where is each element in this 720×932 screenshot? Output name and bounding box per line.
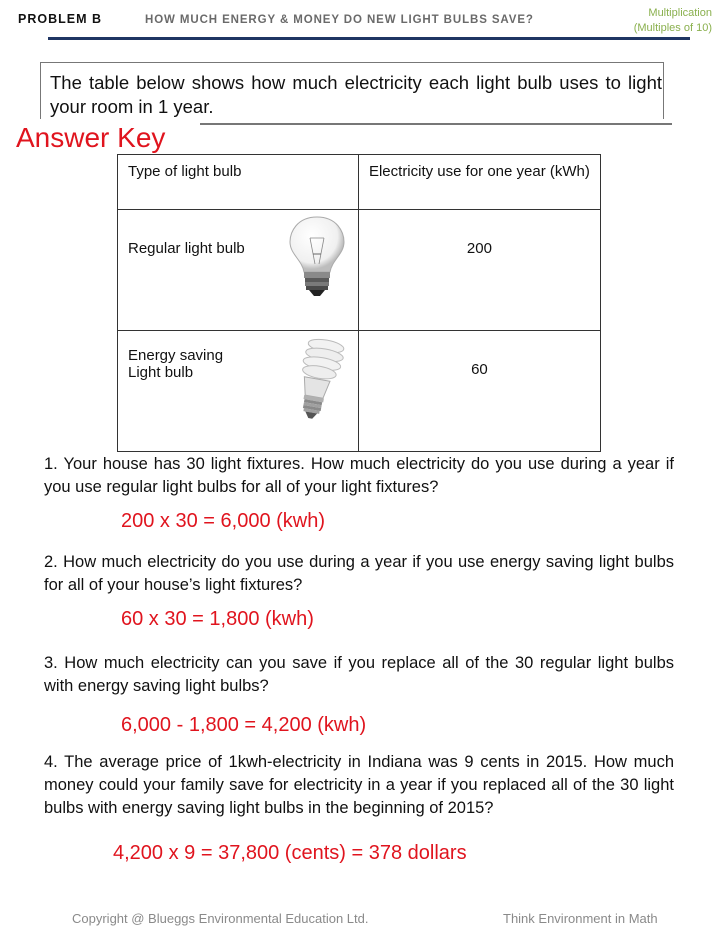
intro-text: The table below shows how much electricity each light bulb uses to light your room in 1 year. [50, 72, 662, 117]
intro-box-bottom-border [200, 123, 672, 125]
cfl-bulb-icon [282, 335, 352, 429]
answer-key-label: Answer Key [16, 122, 166, 153]
footer-copyright: Copyright @ Blueggs Environmental Education Ltd. [72, 911, 369, 926]
bulb-usage-table [117, 154, 601, 452]
header-electricity: Electricity use for one year (kWh) [358, 155, 600, 210]
bulb-type-label: Regular light bulb [128, 240, 245, 257]
footer-tagline: Think Environment in Math [503, 911, 658, 926]
question-2: 2. How much electricity do you use during a year if you use energy saving light bulbs for all of your house’s light fixtures? [44, 553, 674, 594]
bulb-type-line2: Light bulb [128, 364, 194, 381]
topic-tag-line2: (Multiples of 10) [633, 22, 712, 34]
answer-3: 6,000 - 1,800 = 4,200 (kwh) [121, 714, 367, 736]
answer-1: 200 x 30 = 6,000 (kwh) [121, 510, 326, 532]
topic-tag-line1: Multiplication [648, 7, 712, 19]
worksheet-title: HOW MUCH ENERGY & MONEY DO NEW LIGHT BULBS SAVE? [145, 14, 534, 26]
header-type: Type of light bulb [118, 155, 359, 210]
table-header-row [118, 155, 601, 210]
question-1: 1. Your house has 30 light fixtures. How much electricity do you use during a year if you use regular light bulbs for all of your light fixtures? [44, 455, 674, 496]
answer-2: 60 x 30 = 1,800 (kwh) [121, 608, 314, 630]
incandescent-bulb-icon [282, 214, 352, 304]
header-divider [48, 37, 690, 40]
electricity-value: 200 [358, 210, 600, 331]
answer-4: 4,200 x 9 = 37,800 (cents) = 378 dollars [113, 842, 467, 864]
table-row [118, 331, 601, 452]
topic-tag [634, 6, 712, 36]
table-row [118, 210, 601, 331]
question-4: 4. The average price of 1kwh-electricity in Indiana was 9 cents in 2015. How much money could your family save for electricity in a year if you replaced all of the 30 light bulbs with energy saving light bulbs in the beginning of 2015? [44, 753, 674, 817]
question-3: 3. How much electricity can you save if you replace all of the 30 regular light bulbs with energy saving light bulbs? [44, 654, 674, 695]
electricity-value: 60 [358, 331, 600, 452]
bulb-type-line1: Energy saving [128, 347, 224, 364]
problem-label: PROBLEM B [18, 12, 102, 26]
